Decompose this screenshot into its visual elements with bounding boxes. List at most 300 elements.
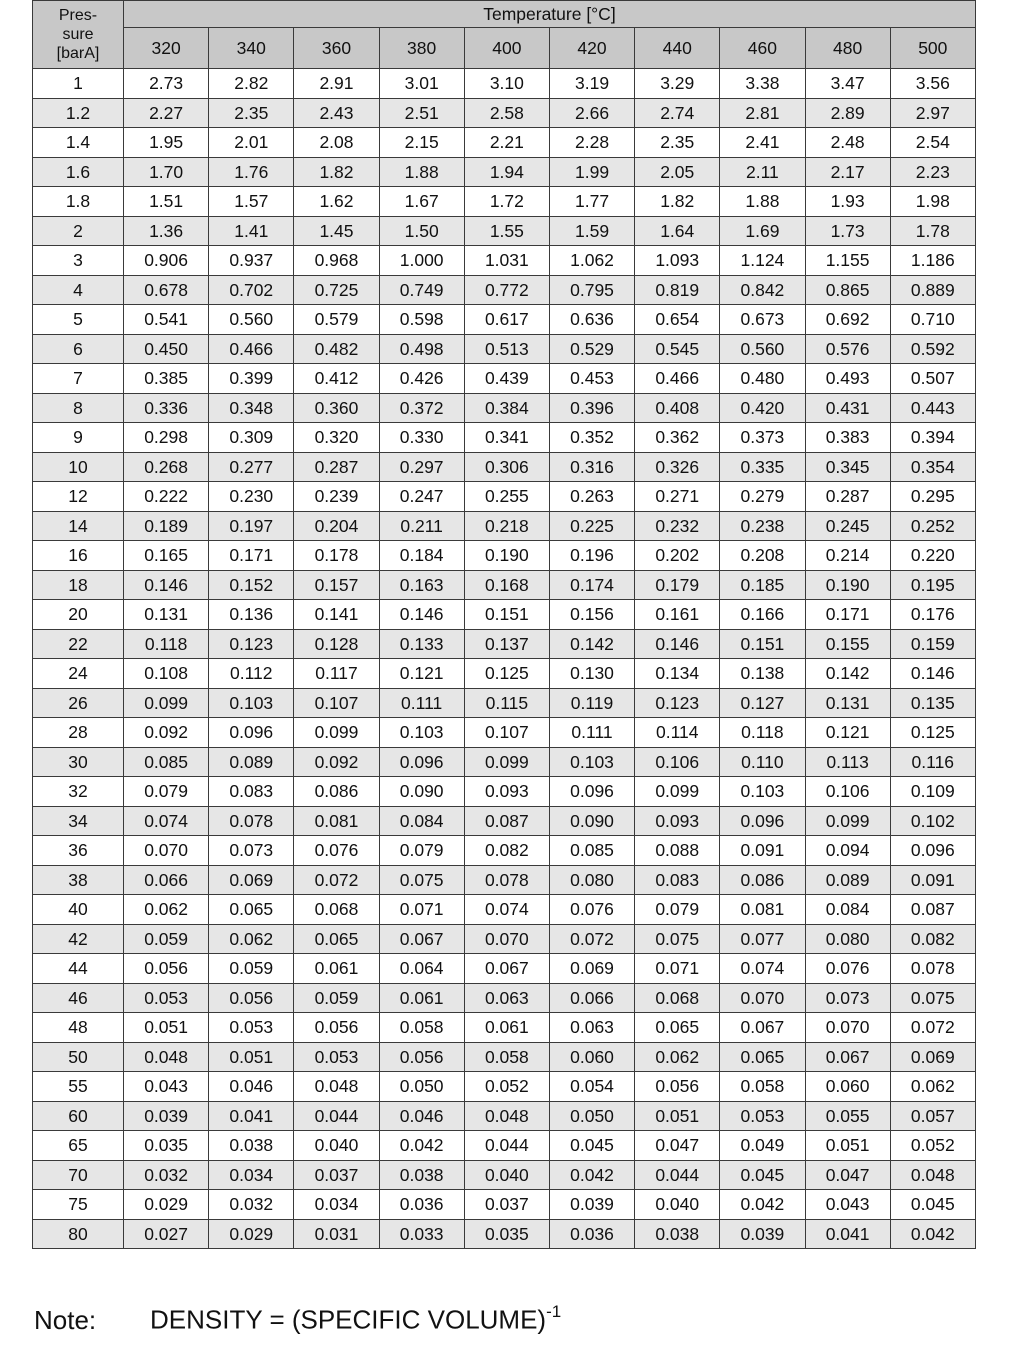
specific-volume-cell: 0.141 <box>294 600 379 630</box>
pressure-header-line: [barA] <box>56 45 100 62</box>
specific-volume-cell: 0.071 <box>635 954 720 984</box>
specific-volume-cell: 0.070 <box>805 1013 890 1043</box>
temperature-column-header: 380 <box>379 28 464 69</box>
specific-volume-cell: 0.239 <box>294 482 379 512</box>
specific-volume-cell: 1.78 <box>890 216 975 246</box>
specific-volume-cell: 0.062 <box>635 1042 720 1072</box>
temperature-column-header: 440 <box>635 28 720 69</box>
pressure-cell: 28 <box>33 718 124 748</box>
specific-volume-cell: 0.075 <box>635 924 720 954</box>
pressure-cell: 7 <box>33 364 124 394</box>
specific-volume-cell: 0.040 <box>635 1190 720 1220</box>
specific-volume-cell: 0.053 <box>720 1101 805 1131</box>
specific-volume-cell: 0.079 <box>379 836 464 866</box>
specific-volume-cell: 0.099 <box>464 747 549 777</box>
specific-volume-cell: 0.038 <box>635 1219 720 1249</box>
temperature-column-header: 320 <box>124 28 209 69</box>
pressure-cell: 2 <box>33 216 124 246</box>
specific-volume-cell: 0.654 <box>635 305 720 335</box>
specific-volume-cell: 1.76 <box>209 157 294 187</box>
specific-volume-cell: 0.037 <box>464 1190 549 1220</box>
table-row <box>33 305 976 335</box>
table-row <box>33 334 976 364</box>
specific-volume-cell: 0.083 <box>635 865 720 895</box>
specific-volume-cell: 0.220 <box>890 541 975 571</box>
specific-volume-cell: 0.056 <box>635 1072 720 1102</box>
specific-volume-cell: 0.035 <box>464 1219 549 1249</box>
table-row <box>33 69 976 99</box>
specific-volume-cell: 0.056 <box>379 1042 464 1072</box>
specific-volume-cell: 0.086 <box>294 777 379 807</box>
specific-volume-cell: 0.064 <box>379 954 464 984</box>
specific-volume-cell: 0.598 <box>379 305 464 335</box>
specific-volume-cell: 0.096 <box>379 747 464 777</box>
specific-volume-cell: 0.041 <box>209 1101 294 1131</box>
specific-volume-cell: 0.072 <box>294 865 379 895</box>
specific-volume-cell: 0.056 <box>294 1013 379 1043</box>
specific-volume-cell: 0.044 <box>294 1101 379 1131</box>
specific-volume-cell: 0.112 <box>209 659 294 689</box>
specific-volume-cell: 0.443 <box>890 393 975 423</box>
specific-volume-cell: 1.124 <box>720 246 805 276</box>
specific-volume-cell: 0.107 <box>294 688 379 718</box>
pressure-cell: 50 <box>33 1042 124 1072</box>
specific-volume-cell: 0.247 <box>379 482 464 512</box>
specific-volume-cell: 1.98 <box>890 187 975 217</box>
specific-volume-cell: 2.05 <box>635 157 720 187</box>
specific-volume-cell: 0.074 <box>464 895 549 925</box>
specific-volume-cell: 1.88 <box>720 187 805 217</box>
specific-volume-cell: 0.099 <box>635 777 720 807</box>
specific-volume-cell: 0.066 <box>549 983 634 1013</box>
specific-volume-cell: 0.295 <box>890 482 975 512</box>
specific-volume-cell: 0.107 <box>464 718 549 748</box>
specific-volume-cell: 1.64 <box>635 216 720 246</box>
specific-volume-cell: 0.202 <box>635 541 720 571</box>
pressure-cell: 75 <box>33 1190 124 1220</box>
specific-volume-cell: 0.040 <box>464 1160 549 1190</box>
specific-volume-cell: 0.252 <box>890 511 975 541</box>
specific-volume-cell: 0.165 <box>124 541 209 571</box>
table-row <box>33 718 976 748</box>
specific-volume-cell: 2.91 <box>294 69 379 99</box>
specific-volume-cell: 0.166 <box>720 600 805 630</box>
specific-volume-cell: 0.073 <box>805 983 890 1013</box>
pressure-cell: 65 <box>33 1131 124 1161</box>
specific-volume-cell: 0.151 <box>464 600 549 630</box>
table-row <box>33 1219 976 1249</box>
specific-volume-cell: 0.354 <box>890 452 975 482</box>
specific-volume-cell: 0.041 <box>805 1219 890 1249</box>
specific-volume-cell: 0.157 <box>294 570 379 600</box>
specific-volume-cell: 0.127 <box>720 688 805 718</box>
specific-volume-cell: 0.067 <box>464 954 549 984</box>
table-row <box>33 187 976 217</box>
specific-volume-cell: 0.906 <box>124 246 209 276</box>
table-row <box>33 836 976 866</box>
specific-volume-cell: 0.074 <box>720 954 805 984</box>
specific-volume-cell: 0.044 <box>464 1131 549 1161</box>
specific-volume-cell: 1.62 <box>294 187 379 217</box>
pressure-cell: 38 <box>33 865 124 895</box>
specific-volume-cell: 0.099 <box>805 806 890 836</box>
table-row <box>33 423 976 453</box>
specific-volume-cell: 0.125 <box>464 659 549 689</box>
specific-volume-cell: 0.439 <box>464 364 549 394</box>
specific-volume-table <box>32 0 976 1249</box>
specific-volume-cell: 3.19 <box>549 69 634 99</box>
temperature-column-header: 420 <box>549 28 634 69</box>
specific-volume-cell: 0.076 <box>805 954 890 984</box>
specific-volume-cell: 0.088 <box>635 836 720 866</box>
specific-volume-cell: 0.326 <box>635 452 720 482</box>
specific-volume-cell: 0.071 <box>379 895 464 925</box>
specific-volume-cell: 0.146 <box>379 600 464 630</box>
specific-volume-cell: 0.103 <box>549 747 634 777</box>
specific-volume-cell: 0.110 <box>720 747 805 777</box>
pressure-cell: 1.4 <box>33 128 124 158</box>
specific-volume-cell: 0.077 <box>720 924 805 954</box>
specific-volume-cell: 0.079 <box>124 777 209 807</box>
specific-volume-cell: 0.091 <box>720 836 805 866</box>
specific-volume-cell: 0.560 <box>209 305 294 335</box>
specific-volume-cell: 0.360 <box>294 393 379 423</box>
specific-volume-cell: 0.078 <box>890 954 975 984</box>
note-exponent: -1 <box>546 1302 562 1321</box>
specific-volume-cell: 0.163 <box>379 570 464 600</box>
specific-volume-cell: 1.72 <box>464 187 549 217</box>
pressure-header-line: Pres- <box>58 7 98 24</box>
table-header <box>33 1 976 69</box>
specific-volume-cell: 1.88 <box>379 157 464 187</box>
specific-volume-cell: 0.081 <box>720 895 805 925</box>
specific-volume-cell: 0.108 <box>124 659 209 689</box>
specific-volume-cell: 1.95 <box>124 128 209 158</box>
specific-volume-cell: 3.38 <box>720 69 805 99</box>
specific-volume-cell: 0.222 <box>124 482 209 512</box>
table-row <box>33 954 976 984</box>
specific-volume-cell: 0.968 <box>294 246 379 276</box>
pressure-cell: 32 <box>33 777 124 807</box>
specific-volume-cell: 1.55 <box>464 216 549 246</box>
specific-volume-cell: 0.039 <box>549 1190 634 1220</box>
temperature-column-header: 460 <box>720 28 805 69</box>
pressure-cell: 18 <box>33 570 124 600</box>
pressure-cell: 30 <box>33 747 124 777</box>
specific-volume-cell: 0.103 <box>209 688 294 718</box>
specific-volume-cell: 1.51 <box>124 187 209 217</box>
specific-volume-cell: 2.41 <box>720 128 805 158</box>
specific-volume-cell: 0.117 <box>294 659 379 689</box>
specific-volume-cell: 0.306 <box>464 452 549 482</box>
specific-volume-cell: 0.106 <box>635 747 720 777</box>
specific-volume-cell: 0.058 <box>379 1013 464 1043</box>
specific-volume-cell: 0.134 <box>635 659 720 689</box>
table-row <box>33 1190 976 1220</box>
table-row <box>33 98 976 128</box>
specific-volume-cell: 3.29 <box>635 69 720 99</box>
table-row <box>33 570 976 600</box>
specific-volume-cell: 0.106 <box>805 777 890 807</box>
specific-volume-cell: 0.146 <box>890 659 975 689</box>
specific-volume-cell: 0.161 <box>635 600 720 630</box>
specific-volume-cell: 0.069 <box>209 865 294 895</box>
specific-volume-cell: 0.316 <box>549 452 634 482</box>
specific-volume-cell: 0.047 <box>805 1160 890 1190</box>
specific-volume-cell: 2.35 <box>635 128 720 158</box>
specific-volume-cell: 0.159 <box>890 629 975 659</box>
specific-volume-cell: 0.072 <box>549 924 634 954</box>
specific-volume-cell: 1.67 <box>379 187 464 217</box>
specific-volume-cell: 0.096 <box>720 806 805 836</box>
specific-volume-cell: 0.054 <box>549 1072 634 1102</box>
specific-volume-cell: 0.214 <box>805 541 890 571</box>
specific-volume-cell: 0.068 <box>635 983 720 1013</box>
specific-volume-cell: 1.57 <box>209 187 294 217</box>
specific-volume-cell: 0.341 <box>464 423 549 453</box>
specific-volume-cell: 0.142 <box>805 659 890 689</box>
specific-volume-cell: 0.031 <box>294 1219 379 1249</box>
specific-volume-cell: 0.039 <box>124 1101 209 1131</box>
specific-volume-cell: 0.345 <box>805 452 890 482</box>
specific-volume-cell: 1.45 <box>294 216 379 246</box>
specific-volume-cell: 0.091 <box>890 865 975 895</box>
specific-volume-cell: 0.111 <box>379 688 464 718</box>
specific-volume-cell: 0.059 <box>124 924 209 954</box>
specific-volume-cell: 0.058 <box>720 1072 805 1102</box>
specific-volume-cell: 0.196 <box>549 541 634 571</box>
specific-volume-cell: 0.086 <box>720 865 805 895</box>
specific-volume-cell: 0.065 <box>720 1042 805 1072</box>
specific-volume-cell: 0.130 <box>549 659 634 689</box>
specific-volume-cell: 0.123 <box>209 629 294 659</box>
specific-volume-cell: 0.232 <box>635 511 720 541</box>
specific-volume-cell: 0.045 <box>549 1131 634 1161</box>
specific-volume-cell: 0.560 <box>720 334 805 364</box>
pressure-cell: 8 <box>33 393 124 423</box>
specific-volume-cell: 1.93 <box>805 187 890 217</box>
specific-volume-cell: 0.171 <box>805 600 890 630</box>
pressure-cell: 3 <box>33 246 124 276</box>
specific-volume-cell: 0.056 <box>209 983 294 1013</box>
table-row <box>33 511 976 541</box>
specific-volume-cell: 0.617 <box>464 305 549 335</box>
specific-volume-cell: 0.048 <box>464 1101 549 1131</box>
specific-volume-cell: 0.067 <box>805 1042 890 1072</box>
specific-volume-cell: 0.053 <box>294 1042 379 1072</box>
specific-volume-cell: 0.049 <box>720 1131 805 1161</box>
specific-volume-cell: 0.056 <box>124 954 209 984</box>
specific-volume-cell: 0.061 <box>379 983 464 1013</box>
pressure-cell: 60 <box>33 1101 124 1131</box>
specific-volume-cell: 2.54 <box>890 128 975 158</box>
specific-volume-cell: 0.079 <box>635 895 720 925</box>
specific-volume-cell: 0.383 <box>805 423 890 453</box>
specific-volume-cell: 0.087 <box>464 806 549 836</box>
specific-volume-cell: 0.396 <box>549 393 634 423</box>
specific-volume-cell: 0.271 <box>635 482 720 512</box>
specific-volume-cell: 0.073 <box>209 836 294 866</box>
specific-volume-cell: 0.062 <box>890 1072 975 1102</box>
specific-volume-cell: 0.576 <box>805 334 890 364</box>
specific-volume-cell: 1.82 <box>635 187 720 217</box>
specific-volume-cell: 1.94 <box>464 157 549 187</box>
pressure-cell: 48 <box>33 1013 124 1043</box>
specific-volume-cell: 0.287 <box>294 452 379 482</box>
specific-volume-cell: 0.055 <box>805 1101 890 1131</box>
specific-volume-cell: 0.037 <box>294 1160 379 1190</box>
specific-volume-cell: 0.541 <box>124 305 209 335</box>
specific-volume-cell: 0.263 <box>549 482 634 512</box>
specific-volume-cell: 2.51 <box>379 98 464 128</box>
specific-volume-cell: 0.034 <box>294 1190 379 1220</box>
specific-volume-cell: 0.171 <box>209 541 294 571</box>
specific-volume-cell: 1.50 <box>379 216 464 246</box>
specific-volume-cell: 0.636 <box>549 305 634 335</box>
specific-volume-cell: 0.043 <box>124 1072 209 1102</box>
specific-volume-cell: 0.043 <box>805 1190 890 1220</box>
table-row <box>33 216 976 246</box>
specific-volume-cell: 0.373 <box>720 423 805 453</box>
specific-volume-cell: 3.47 <box>805 69 890 99</box>
specific-volume-cell: 0.061 <box>294 954 379 984</box>
specific-volume-cell: 0.069 <box>890 1042 975 1072</box>
specific-volume-cell: 0.195 <box>890 570 975 600</box>
specific-volume-cell: 0.048 <box>890 1160 975 1190</box>
specific-volume-cell: 0.320 <box>294 423 379 453</box>
specific-volume-cell: 0.099 <box>124 688 209 718</box>
specific-volume-cell: 0.493 <box>805 364 890 394</box>
specific-volume-cell: 0.060 <box>805 1072 890 1102</box>
specific-volume-cell: 0.336 <box>124 393 209 423</box>
specific-volume-cell: 0.579 <box>294 305 379 335</box>
specific-volume-cell: 0.692 <box>805 305 890 335</box>
specific-volume-cell: 0.937 <box>209 246 294 276</box>
specific-volume-cell: 1.70 <box>124 157 209 187</box>
specific-volume-cell: 0.197 <box>209 511 294 541</box>
table-row <box>33 246 976 276</box>
specific-volume-cell: 0.096 <box>209 718 294 748</box>
specific-volume-cell: 2.15 <box>379 128 464 158</box>
specific-volume-cell: 0.155 <box>805 629 890 659</box>
specific-volume-cell: 0.076 <box>294 836 379 866</box>
specific-volume-cell: 0.085 <box>549 836 634 866</box>
specific-volume-cell: 0.238 <box>720 511 805 541</box>
specific-volume-cell: 0.044 <box>635 1160 720 1190</box>
specific-volume-cell: 2.21 <box>464 128 549 158</box>
specific-volume-cell: 0.038 <box>379 1160 464 1190</box>
table-row <box>33 541 976 571</box>
specific-volume-cell: 0.081 <box>294 806 379 836</box>
specific-volume-cell: 0.245 <box>805 511 890 541</box>
table-row <box>33 1013 976 1043</box>
specific-volume-cell: 0.125 <box>890 718 975 748</box>
pressure-cell: 1 <box>33 69 124 99</box>
specific-volume-cell: 0.450 <box>124 334 209 364</box>
specific-volume-cell: 0.277 <box>209 452 294 482</box>
specific-volume-cell: 0.082 <box>890 924 975 954</box>
specific-volume-cell: 0.103 <box>379 718 464 748</box>
pressure-cell: 22 <box>33 629 124 659</box>
specific-volume-cell: 0.070 <box>464 924 549 954</box>
specific-volume-cell: 0.678 <box>124 275 209 305</box>
specific-volume-cell: 0.042 <box>549 1160 634 1190</box>
specific-volume-cell: 0.749 <box>379 275 464 305</box>
specific-volume-cell: 0.399 <box>209 364 294 394</box>
specific-volume-cell: 0.070 <box>720 983 805 1013</box>
table-row <box>33 393 976 423</box>
specific-volume-cell: 0.047 <box>635 1131 720 1161</box>
pressure-cell: 1.2 <box>33 98 124 128</box>
specific-volume-cell: 0.136 <box>209 600 294 630</box>
specific-volume-cell: 0.480 <box>720 364 805 394</box>
specific-volume-cell: 0.453 <box>549 364 634 394</box>
specific-volume-cell: 0.507 <box>890 364 975 394</box>
pressure-cell: 6 <box>33 334 124 364</box>
pressure-cell: 80 <box>33 1219 124 1249</box>
specific-volume-cell: 0.075 <box>890 983 975 1013</box>
specific-volume-cell: 0.123 <box>635 688 720 718</box>
pressure-cell: 4 <box>33 275 124 305</box>
specific-volume-cell: 0.330 <box>379 423 464 453</box>
specific-volume-cell: 0.702 <box>209 275 294 305</box>
specific-volume-cell: 0.279 <box>720 482 805 512</box>
specific-volume-cell: 0.673 <box>720 305 805 335</box>
specific-volume-cell: 0.033 <box>379 1219 464 1249</box>
specific-volume-cell: 0.057 <box>890 1101 975 1131</box>
specific-volume-cell: 0.062 <box>124 895 209 925</box>
specific-volume-cell: 0.211 <box>379 511 464 541</box>
specific-volume-cell: 0.035 <box>124 1131 209 1161</box>
specific-volume-cell: 0.118 <box>124 629 209 659</box>
specific-volume-cell: 0.725 <box>294 275 379 305</box>
specific-volume-cell: 0.185 <box>720 570 805 600</box>
specific-volume-cell: 0.168 <box>464 570 549 600</box>
specific-volume-cell: 0.114 <box>635 718 720 748</box>
specific-volume-cell: 0.109 <box>890 777 975 807</box>
pressure-cell: 10 <box>33 452 124 482</box>
specific-volume-cell: 0.176 <box>890 600 975 630</box>
specific-volume-cell: 0.076 <box>549 895 634 925</box>
specific-volume-cell: 1.155 <box>805 246 890 276</box>
specific-volume-cell: 0.067 <box>720 1013 805 1043</box>
specific-volume-cell: 1.73 <box>805 216 890 246</box>
specific-volume-cell: 0.084 <box>379 806 464 836</box>
specific-volume-cell: 0.059 <box>294 983 379 1013</box>
table-row <box>33 600 976 630</box>
steam-table-sheet <box>32 0 975 1249</box>
specific-volume-cell: 0.842 <box>720 275 805 305</box>
specific-volume-cell: 0.208 <box>720 541 805 571</box>
pressure-cell: 42 <box>33 924 124 954</box>
temperature-column-header: 360 <box>294 28 379 69</box>
specific-volume-cell: 0.372 <box>379 393 464 423</box>
note-text: DENSITY = (SPECIFIC VOLUME) <box>150 1304 547 1335</box>
specific-volume-cell: 0.118 <box>720 718 805 748</box>
specific-volume-cell: 0.048 <box>124 1042 209 1072</box>
table-row <box>33 128 976 158</box>
specific-volume-cell: 0.138 <box>720 659 805 689</box>
specific-volume-cell: 1.093 <box>635 246 720 276</box>
specific-volume-cell: 2.48 <box>805 128 890 158</box>
specific-volume-cell: 0.385 <box>124 364 209 394</box>
specific-volume-cell: 1.41 <box>209 216 294 246</box>
specific-volume-cell: 0.045 <box>890 1190 975 1220</box>
specific-volume-cell: 0.119 <box>549 688 634 718</box>
temperature-column-row <box>33 28 976 69</box>
specific-volume-cell: 3.10 <box>464 69 549 99</box>
specific-volume-cell: 0.053 <box>209 1013 294 1043</box>
